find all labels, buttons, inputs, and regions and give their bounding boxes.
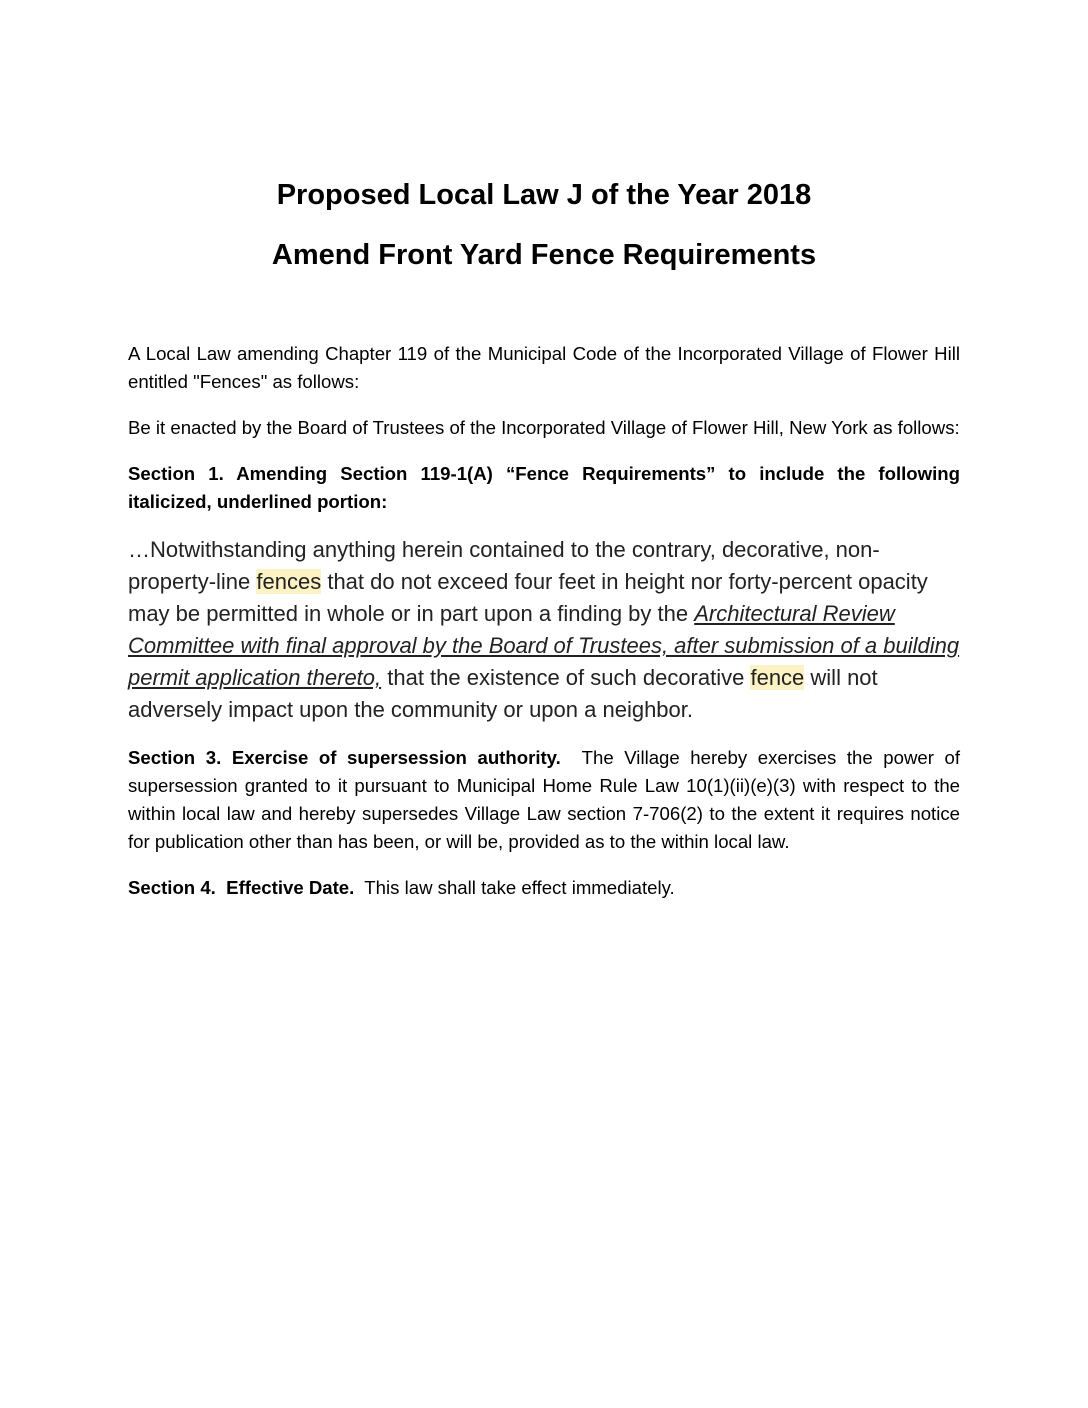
document-body (128, 340, 966, 920)
section-4-paragraph (128, 874, 960, 902)
section-4-heading: Section 4. Effective Date. (128, 877, 355, 898)
section-1-heading: Section 1. Amending Section 119-1(A) “Fence Requirements” to include the following italicized, underlined portion: (128, 463, 960, 512)
enactment-paragraph: Be it enacted by the Board of Trustees of the Incorporated Village of Flower Hill, New York as follows: (128, 417, 960, 438)
quote-text-part1: …Notwithstanding anything herein contained to the contrary, decorative, non-property-line (128, 537, 880, 594)
document-subtitle: Amend Front Yard Fence Requirements (271, 239, 817, 271)
quote-text-part4: will not adversely impact upon the community or upon a neighbor. (128, 665, 878, 722)
quote-text-part3: that the existence of such decorative (381, 665, 751, 690)
highlight-fence: fence (750, 665, 805, 690)
amendment-quote (128, 534, 960, 726)
intro-paragraph: A Local Law amending Chapter 119 of the Municipal Code of the Incorporated Village of Flower Hill entitled "Fences" as follows: (128, 343, 960, 392)
underlined-italic-portion: Architectural Review Committee with final approval by the Board of Trustees, after submission of a building permit application thereto, (128, 601, 960, 690)
section-3-paragraph (128, 744, 966, 856)
quote-text-part2: that do not exceed four feet in height nor forty-percent opacity may be permitted in whole or in part upon a finding by the (128, 569, 928, 626)
document-title: Proposed Local Law J of the Year 2018 (276, 179, 812, 211)
section-3-heading: Section 3. Exercise of supersession authority. (128, 747, 561, 768)
section-3-text: The Village hereby exercises the power of supersession granted to it pursuant to Municipal Home Rule Law 10(1)(ii)(e)(3) with respect to the within local law and hereby supersedes Village Law section 7-706(2) to the extent it requires notice for publication other than has been, or will be, provided as to the within local law. (128, 747, 966, 852)
section-4-text: This law shall take effect immediately. (354, 877, 675, 898)
highlight-fences: fences (256, 569, 322, 594)
